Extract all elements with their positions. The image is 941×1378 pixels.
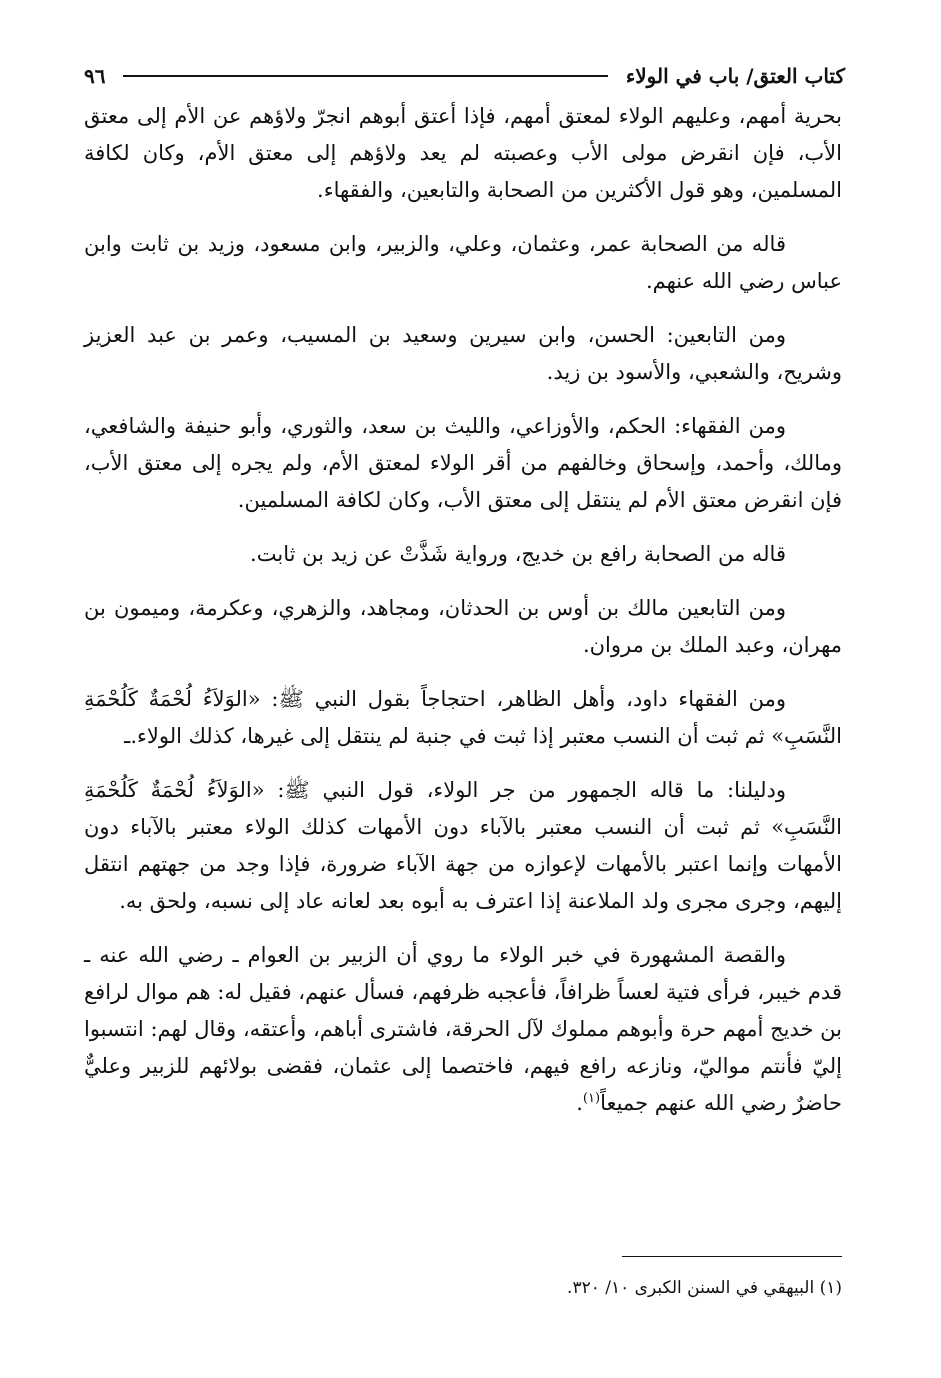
paragraph: ومن الفقهاء: الحكم، والأوزاعي، والليث بن سعد، والثوري، وأبو حنيفة والشافعي، ومالك، وأحمد، وإسحاق وخالفهم من أقر الولاء لمعتق الأم، ولم يجره إلى معتق الأب، فإن انقرض معتق الأم لم ينتقل إلى معتق الأب، وكان لكافة المسلمين. (84, 414, 842, 512)
paragraph: ومن الفقهاء داود، وأهل الظاهر، احتجاجاً بقول النبي ﷺ: «الوَلاَءُ لُحْمَةٌ كَلُحْمَةِ النَّسَبِ» ثم ثبت أن النسب معتبر إذا ثبت في جنبة لم ينتقل إلى غيرها، كذلك الولاء.ـ (84, 687, 842, 748)
running-header (84, 62, 845, 90)
paragraph: ودليلنا: ما قاله الجمهور من جر الولاء، قول النبي ﷺ: «الوَلاَءُ لُحْمَةٌ كَلُحْمَةِ النَّسَبِ» ثم ثبت أن النسب معتبر بالآباء دون الأمهات كذلك الولاء معتبر بالآباء دون الأمهات وإنما اعتبر بالأمهات لإعوازه من جهة الآباء ضرورة، فإذا وجد من جهتهم انتقل إليهم، وجرى مجرى ولد الملاعنة إذا اعترف به أبوه بعد لعانه عاد إلى نسبه، ولحق به. (84, 778, 842, 913)
sentence-end: . (576, 1091, 583, 1115)
paragraph: قاله من الصحابة رافع بن خديج، ورواية شَذَّتْ عن زيد بن ثابت. (250, 542, 786, 566)
paragraph: ومن التابعين مالك بن أوس بن الحدثان، ومجاهد، والزهري، وعكرمة، وميمون بن مهران، وعبد الملك بن مروان. (84, 596, 842, 657)
paragraph-last (84, 937, 842, 1122)
header-rule (123, 75, 607, 77)
paragraph: قاله من الصحابة عمر، وعثمان، وعلي، والزبير، وابن مسعود، وزيد بن ثابت وابن عباس رضي الله عنهم. (84, 232, 842, 293)
page-number: ٩٦ (84, 64, 106, 88)
paragraph-text: والقصة المشهورة في خبر الولاء ما روي أن الزبير بن العوام ـ رضي الله عنه ـ قدم خيبر، فرأى فتية لعساً ظرافاً، فأعجبه ظرفهم، فسأل عنهم، فقيل له: هم موال لرافع بن خديج أمهم حرة وأبوهم مملوك لآل الحرقة، فاشترى أباهم، وأعتقه، وقال لهم: انتسبوا إليّ فأنتم مواليّ، ونازعه رافع فيهم، فاختصما إلى عثمان، فقضى بولائهم للزبير وعليٌّ حاضرٌ رضي الله عنهم جميعاً (84, 943, 842, 1115)
chapter-title: كتاب العتق/ باب في الولاء (625, 64, 845, 88)
main-text (84, 98, 842, 1139)
paragraph: ومن التابعين: الحسن، وابن سيرين وسعيد بن المسيب، وعمر بن عبد العزيز وشريح، والشعبي، والأسود بن زيد. (84, 323, 842, 384)
footnote: (١) البيهقي في السنن الكبرى ١٠/ ٣٢٠. (567, 1278, 842, 1298)
footnote-reference[interactable]: (١) (582, 1091, 601, 1106)
footnote-rule (622, 1256, 842, 1257)
paragraph: بحرية أمهم، وعليهم الولاء لمعتق أمهم، فإذا أعتق أبوهم انجرّ ولاؤهم عن الأم إلى معتق الأب، فإن انقرض مولى الأب وعصبته لم يعد ولاؤهم إلى معتق الأم، وكان لكافة المسلمين، وهو قول الأكثرين من الصحابة والتابعين، والفقهاء. (84, 104, 842, 202)
